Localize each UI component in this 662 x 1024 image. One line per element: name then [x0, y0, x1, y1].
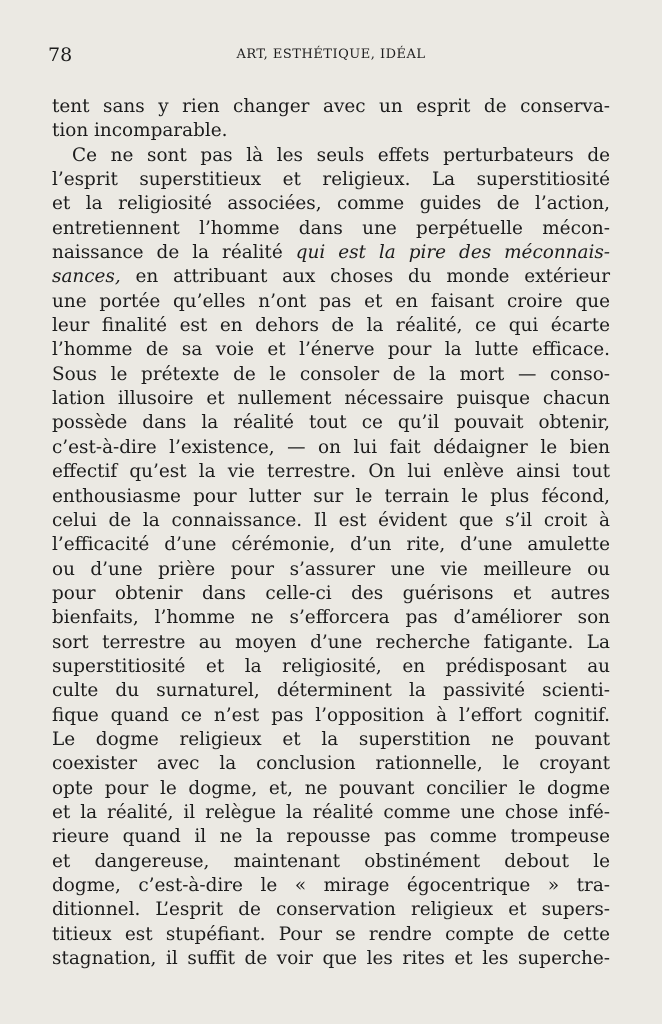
text-line: et dangereuse, maintenant obstinément debout le [52, 850, 610, 872]
text-line [52, 241, 610, 265]
page-header [48, 44, 614, 68]
text-line [52, 265, 610, 289]
text-line: l’esprit superstitieux et religieux. La superstitiosité [52, 169, 610, 191]
text-line: coexister avec la conclusion rationnelle, le croyant [52, 753, 610, 775]
text-segment: en attribuant aux choses du monde extérieur [120, 266, 610, 288]
text-line: titieux est stupéfiant. Pour se rendre compte de cette [52, 923, 610, 945]
text-line: superstitiosité et la religiosité, en prédisposant au [52, 655, 610, 677]
page-number: 78 [48, 44, 73, 66]
text-line: pour obtenir dans celle-ci des guérisons et autres [52, 582, 610, 604]
text-line: et la religiosité associées, comme guides de l’action, [52, 193, 610, 215]
text-line: l’homme de sa voie et l’énerve pour la lutte efficace. [52, 339, 610, 361]
text-line: culte du surnaturel, déterminent la passivité scienti- [52, 680, 610, 702]
text-line: une portée qu’elles n’ont pas et en faisant croire que [52, 290, 610, 312]
text-line: Sous le prétexte de le consoler de la mort — conso- [52, 363, 610, 385]
text-line: ditionnel. L’esprit de conservation religieux et supers- [52, 899, 610, 921]
text-line: enthousiasme pour lutter sur le terrain le plus fécond, [52, 485, 610, 507]
text-line: lation illusoire et nullement nécessaire puisque chacun [52, 388, 610, 410]
text-line: entretiennent l’homme dans une perpétuelle mécon- [52, 217, 610, 239]
text-line: possède dans la réalité tout ce qu’il pouvait obtenir, [52, 412, 610, 434]
text-line: leur finalité est en dehors de la réalité, ce qui écarte [52, 315, 610, 337]
text-line: tion incomparable. [52, 120, 228, 142]
text-line: effectif qu’est la vie terrestre. On lui enlève ainsi tout [52, 461, 610, 483]
text-line: Le dogme religieux et la superstition ne pouvant [52, 728, 610, 750]
text-line: dogme, c’est-à-dire le « mirage égocentrique » tra- [52, 875, 610, 896]
text-line: et la réalité, il relègue la réalité comme une chose infé- [52, 801, 610, 823]
text-line: l’efficacité d’une cérémonie, d’un rite, d’une amulette [52, 534, 610, 556]
text-line: opte pour le dogme, et, ne pouvant concilier le dogme [52, 777, 610, 799]
body-text [52, 95, 610, 971]
text-line: ou d’une prière pour s’assurer une vie meilleure ou [52, 558, 610, 580]
paragraph-start-line: Ce ne sont pas là les seuls effets perturbateurs de [72, 144, 610, 166]
text-line: celui de la connaissance. Il est évident que s’il croit à [52, 509, 610, 531]
text-line: tent sans y rien changer avec un esprit de conserva- [52, 96, 610, 117]
text-line: rieure quand il ne la repousse pas comme trompeuse [52, 826, 610, 848]
text-segment: naissance de la réalité [52, 242, 296, 264]
text-line: fique quand ce n’est pas l’opposition à l’effort cognitif. [52, 704, 610, 726]
running-title: ART, ESTHÉTIQUE, IDÉAL [236, 47, 426, 62]
text-line: stagnation, il suffit de voir que les rites et les superche- [52, 948, 610, 970]
italic-phrase: sances, [52, 266, 121, 288]
text-line: sort terrestre au moyen d’une recherche fatigante. La [52, 631, 610, 653]
text-line: c’est-à-dire l’existence, — on lui fait dédaigner le bien [52, 436, 610, 458]
italic-phrase: qui est la pire des méconnais- [295, 242, 611, 264]
text-line: bienfaits, l’homme ne s’efforcera pas d’améliorer son [52, 607, 610, 629]
